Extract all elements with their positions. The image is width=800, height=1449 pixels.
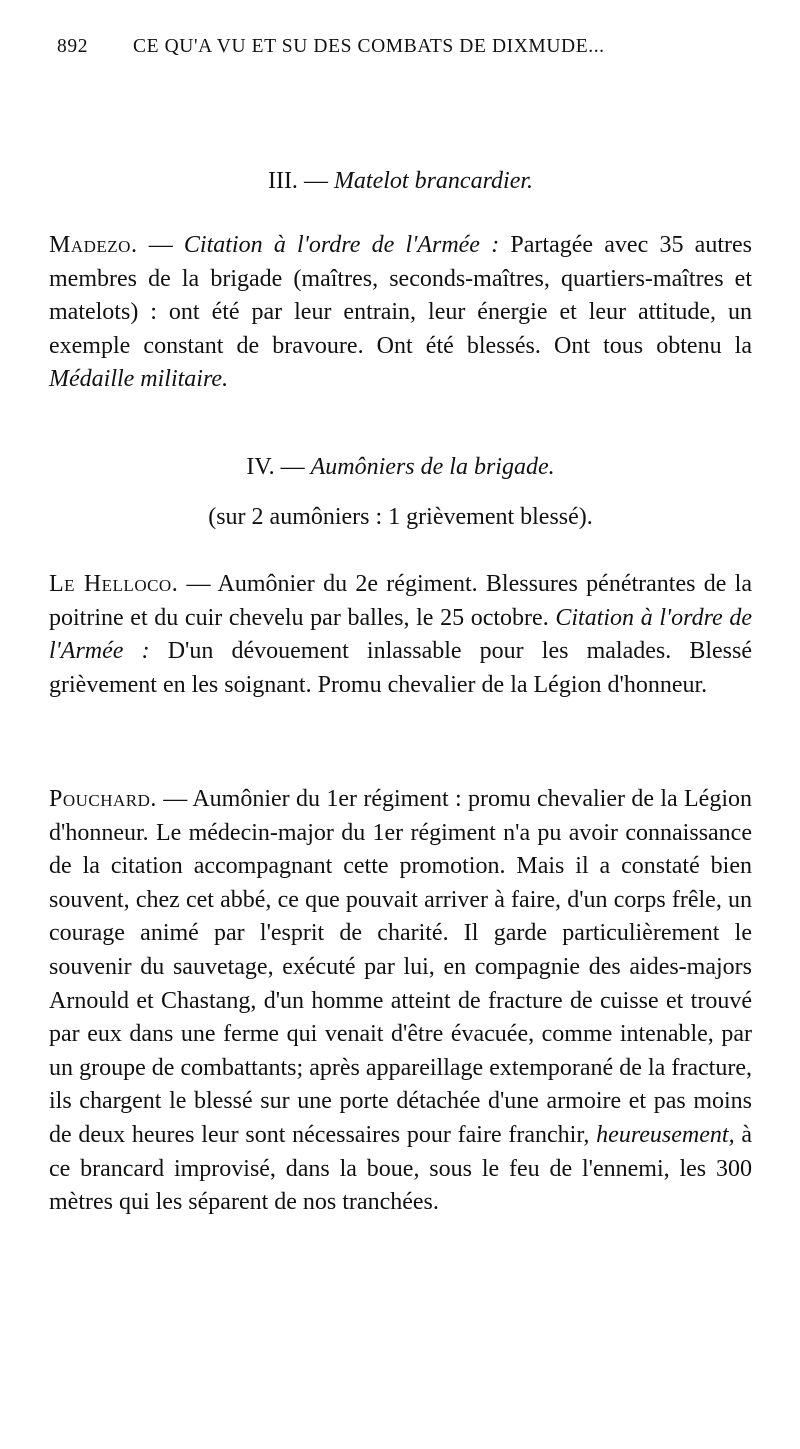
section-note: (sur 2 aumôniers : 1 grièvement blessé). [208,504,593,530]
section-title: Matelot brancardier. [333,168,534,194]
entry-madezo [49,229,752,397]
entry-le-helloco [49,568,752,702]
running-header [49,36,752,66]
entry-name: Pouchard. [49,786,157,812]
page-number: 892 [57,36,89,57]
entry-text: à ce brancard improvisé, dans la boue, sous le feu de l'ennemi, les 300 mètres qui les séparent de nos tranchées. [49,1121,753,1216]
section-dash: — [303,168,328,194]
section-number: III. [267,168,298,194]
entry-dash: — [148,232,173,258]
entry-name: Madezo. [49,232,138,258]
book-page [49,0,752,1449]
entry-text: D'un dévouement inlassable pour les malades. Blessé grièvement en les soignant. Promu chevalier de la Légion d'honneur. [49,638,752,698]
section-heading-iv [49,454,752,481]
section-number: IV. [246,454,275,480]
entry-italic-text: heureusement, [596,1121,735,1148]
section-title: Aumôniers de la brigade. [310,454,555,480]
entry-text: Aumônier du 2e régiment. Blessures pénétrantes de la poitrine et du cuir chevelu par balles, le 25 octobre. [49,571,753,631]
entry-name: Le Helloco. [49,571,179,597]
entry-text: Partagée avec 35 autres membres de la brigade (maîtres, seconds-maîtres, quartiers-maîtres et matelots) : ont été par leur entrain, leur énergie et leur attitude, un exemple constant de bravoure. Ont été blessés. Ont tous obtenu la [49,232,752,359]
entry-italic-text: Médaille militaire. [49,366,229,393]
entry-pouchard [49,783,752,1220]
entry-dash: — [163,786,188,812]
entry-text: Aumônier du 1er régiment : promu chevalier de la Légion d'honneur. Le médecin-major du 1er régiment n'a pu avoir connaissance de la citation accompagnant cette promotion. Mais il a constaté bien souvent, chez cet abbé, ce que pouvait arriver à faire, d'un corps frêle, un courage animé par l'esprit de charité. Il garde particulièrement le souvenir du sauvetage, exécuté par lui, en compagnie des aides-majors Arnould et Chastang, d'un homme atteint de fracture de cuisse et trouvé par eux dans une ferme qui venait d'être évacuée, comme intenable, par un groupe de combattants; après appareillage extemporané de la fracture, ils chargent le blessé sur une porte détachée d'une armoire et pas moins de deux heures leur sont nécessaires pour faire franchir, [49,786,752,1148]
section-heading-iii [49,168,752,195]
entry-dash: — [186,571,211,597]
entry-citation: Citation à l'ordre de l'Armée : [183,232,500,258]
section-dash: — [280,454,305,480]
running-title: CE QU'A VU ET SU DES COMBATS DE DIXMUDE... [133,36,605,57]
entry-citation: Citation à l'ordre de l'Armée : [49,604,753,665]
